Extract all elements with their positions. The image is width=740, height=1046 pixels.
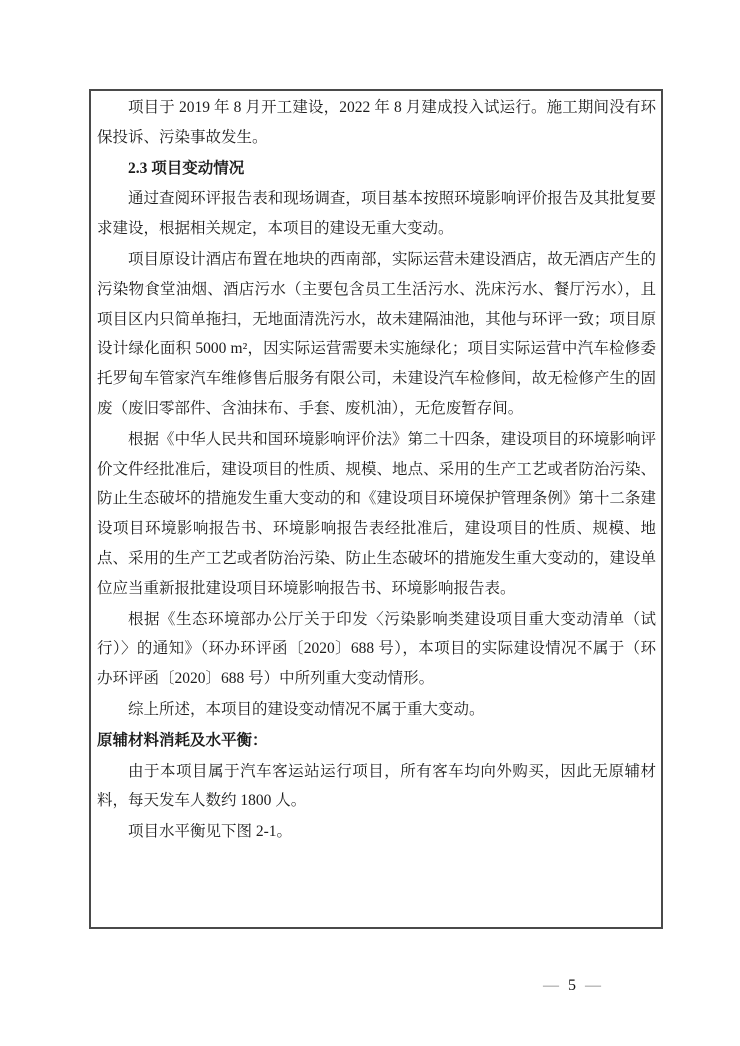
page-number: 5 [568, 977, 576, 994]
document-frame [89, 89, 663, 929]
document-heading: 原辅材料消耗及水平衡： [97, 731, 268, 749]
document-paragraph: 项目水平衡见下图 2-1。 [128, 823, 293, 841]
document-paragraph: 项目于 2019 年 8 月开工建设，2022 年 8 月建成投入试运行。施工期间没有环保投诉、污染事故发生。 [97, 99, 656, 146]
page-footer [522, 976, 622, 996]
footer-dash-left: — [543, 977, 559, 994]
footer-dash-right: — [585, 977, 601, 994]
document-paragraph: 通过查阅环评报告表和现场调查，项目基本按照环境影响评价报告及其批复要求建设，根据相关规定，本项目的建设无重大变动。 [97, 190, 656, 238]
document-paragraph: 综上所述，本项目的建设变动情况不属于重大变动。 [128, 700, 485, 718]
document-paragraph: 项目原设计酒店布置在地块的西南部，实际运营未建设酒店，故无酒店产生的污染物食堂油烟、酒店污水（主要包含员工生活污水、洗床污水、餐厅污水），且项目区内只简单拖扫，无地面清洗污水，故未建隔油池，其他与环评一致；项目原设计绿化面积 5000 m²，因实际运营需要未实施绿化；项目实际运营中汽车检修委托罗甸车管家汽车维修售后服务有限公司，未建设汽车检修间，故无检修产生的固废（废旧零部件、含油抹布、手套、废机油），无危废暂存间。 [97, 250, 656, 417]
document-heading: 2.3 项目变动情况 [128, 159, 245, 177]
document-paragraph: 由于本项目属于汽车客运站运行项目，所有客车均向外购买，因此无原辅材料，每天发车人数约 1800 人。 [97, 762, 656, 810]
document-paragraph: 根据《生态环境部办公厅关于印发〈污染影响类建设项目重大变动清单（试行）〉的通知》（环办环评函〔2020〕688 号），本项目的实际建设情况不属于（环办环评函〔2020〕688 号）中所列重大变动情形。 [97, 610, 656, 688]
document-paragraph: 根据《中华人民共和国环境影响评价法》第二十四条，建设项目的环境影响评价文件经批准后，建设项目的性质、规模、地点、采用的生产工艺或者防治污染、防止生态破坏的措施发生重大变动的和《建设项目环境保护管理条例》第十二条建设项目环境影响报告书、环境影响报告表经批准后，建设项目的性质、规模、地点、采用的生产工艺或者防治污染、防止生态破坏的措施发生重大变动的，建设单位应当重新报批建设项目环境影响报告书、环境影响报告表。 [97, 430, 656, 597]
